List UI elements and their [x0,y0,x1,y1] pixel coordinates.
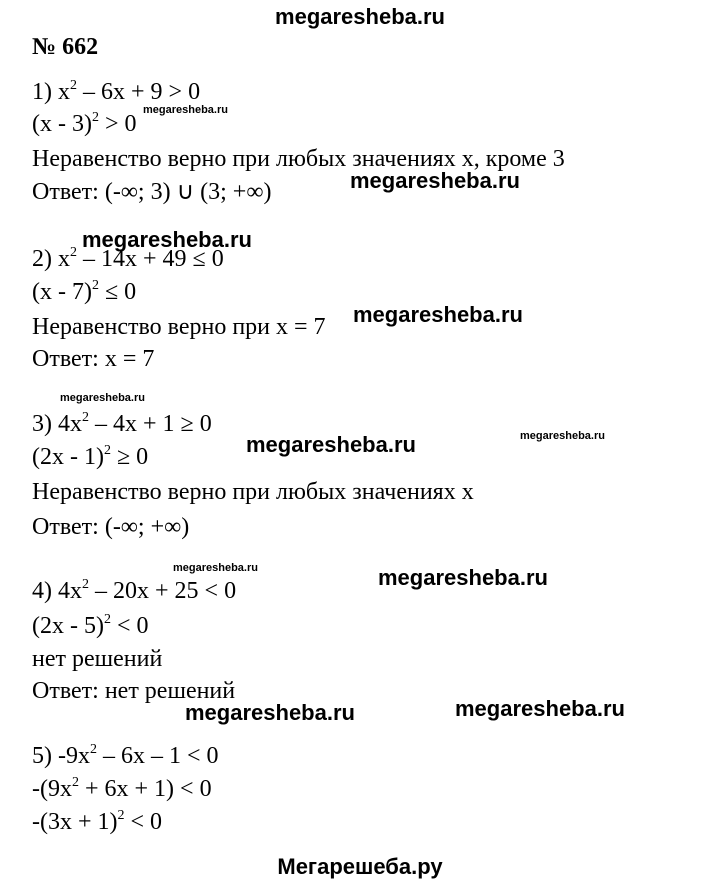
watermark: megaresheba.ru [143,104,228,116]
item-5-line-2: $-(9x^2 + 6x + 1) < 0$ [32,775,212,802]
item-2-line-3: Неравенство верно при x = 7 [32,314,326,340]
item-3-line-1: 3) $4x^2 - 4x + 1 \ge 0$ [32,410,212,437]
item-2-line-1: 2) $x^2 - 14x + 49 \le 0$ [32,245,224,272]
item-4-line-2: (2x - 5)$^2$ < 0 [32,612,149,639]
item-5-line-3: $-(3x + 1)^2 < 0$ [32,808,163,835]
watermark: megaresheba.ru [350,168,520,193]
problem-number: № 662 [32,34,99,60]
watermark: megaresheba.ru [353,302,523,327]
watermark: megaresheba.ru [60,392,145,404]
watermark: megaresheba.ru [185,700,355,725]
watermark: megaresheba.ru [455,696,625,721]
item-1-line-1: 1) $x^2 - 6x + 9 > 0$ [32,78,201,105]
item-2-answer: Ответ: x = 7 [32,346,155,372]
watermark: megaresheba.ru [378,565,548,590]
item-3-line-3: Неравенство верно при любых значениях x [32,479,474,505]
watermark: megaresheba.ru [173,562,258,574]
item-2-line-2: (x - 7)$^2$ ≤ 0 [32,278,137,305]
watermark: megaresheba.ru [246,432,416,457]
watermark: megaresheba.ru [520,430,605,442]
item-4-answer: Ответ: нет решений [32,678,236,704]
item-4-line-3: нет решений [32,646,163,672]
item-1-answer: Ответ: (-∞; 3) ∪ (3; +∞) [32,179,272,205]
watermark: megaresheba.ru [82,227,252,252]
item-5-line-1: 5) $-9x^2 - 6x - 1 < 0$ [32,742,219,769]
site-header: megaresheba.ru [275,4,445,29]
item-4-line-1: 4) $4x^2 - 20x + 25 < 0$ [32,577,237,604]
site-footer: Мегарешеба.ру [277,854,443,879]
item-3-line-2: (2x - 1)$^2$ ≥ 0 [32,443,149,470]
item-1-line-3: Неравенство верно при любых значениях x, кроме 3 [32,146,565,172]
item-1-line-2: (x - 3)$^2$ > 0 [32,110,137,137]
item-3-answer: Ответ: (-∞; +∞) [32,514,190,540]
